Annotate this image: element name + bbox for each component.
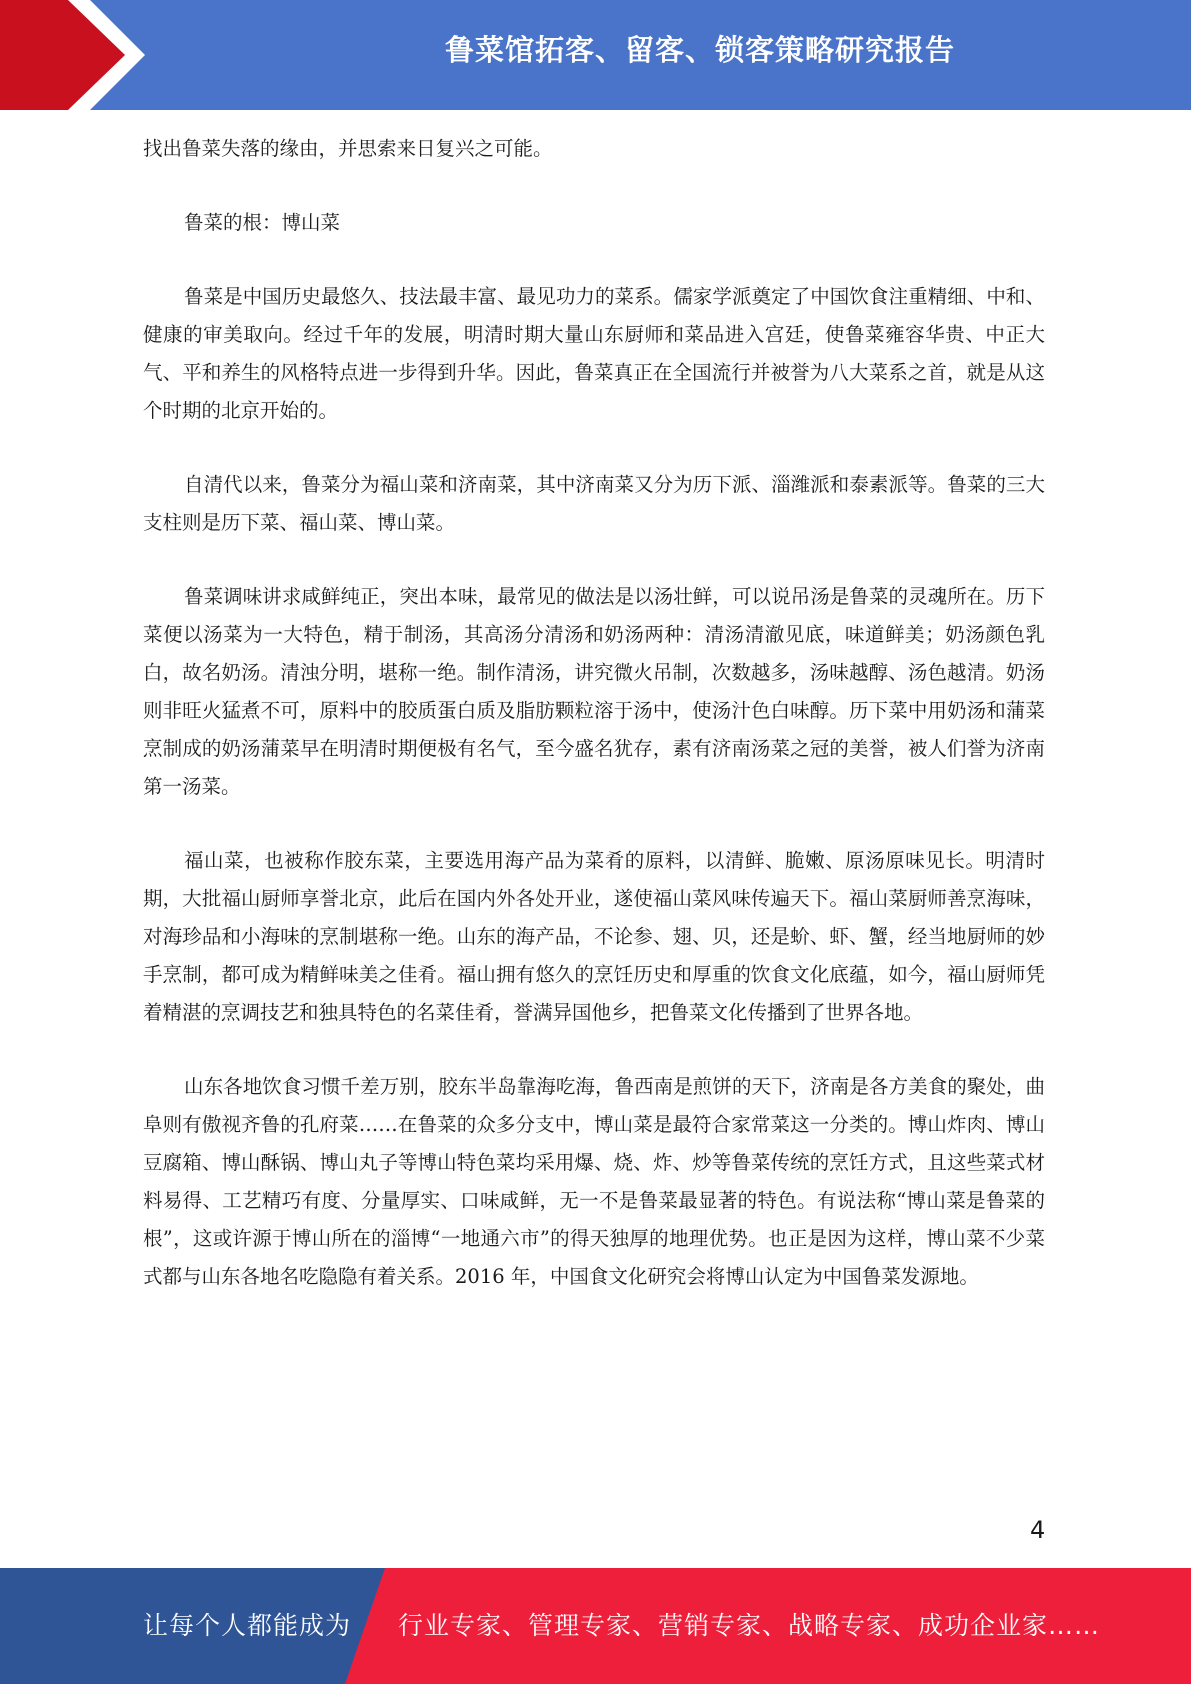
paragraph-boshan: 山东各地饮食习惯千差万别，胶东半岛靠海吃海，鲁西南是煎饼的天下，济南是各方美食的聚处，曲阜则有傲视齐鲁的孔府菜……在鲁菜的众多分支中，博山菜是最符合家常菜这一分类的。博山炸肉、博山豆腐箱、博山酥锅、博山丸子等博山特色菜均采用爆、烧、炸、炒等鲁菜传统的烹饪方式，且这些菜式材料易得、工艺精巧有度、分量厚实、口味咸鲜，无一不是鲁菜最显著的特色。有说法称“博山菜是鲁菜的根”，这或许源于博山所在的淄博“一地通六市”的得天独厚的地理优势。也正是因为这样，博山菜不少菜式都与山东各地名吃隐隐有着关系。2016 年，中国食文化研究会将博山认定为中国鲁菜发源地。 <box>143 1075 1045 1288</box>
paragraph-branches: 自清代以来，鲁菜分为福山菜和济南菜，其中济南菜又分为历下派、淄潍派和泰素派等。鲁菜的三大支柱则是历下菜、福山菜、博山菜。 <box>143 473 1045 534</box>
header-arrow-decoration <box>0 0 160 110</box>
footer-slogan-left: 让每个人都能成为 <box>143 1611 352 1640</box>
page-footer <box>0 1568 1191 1684</box>
report-title: 鲁菜馆拓客、留客、锁客策略研究报告 <box>444 33 955 67</box>
paragraph-intro: 找出鲁菜失落的缘由，并思索来日复兴之可能。 <box>143 137 553 160</box>
section-heading: 鲁菜的根：博山菜 <box>184 211 341 234</box>
paragraph-lixia: 鲁菜调味讲求咸鲜纯正，突出本味，最常见的做法是以汤壮鲜，可以说吊汤是鲁菜的灵魂所在。历下菜便以汤菜为一大特色，精于制汤，其高汤分清汤和奶汤两种：清汤清澈见底，味道鲜美；奶汤颜色乳白，故名奶汤。清浊分明，堪称一绝。制作清汤，讲究微火吊制，次数越多，汤味越醇、汤色越清。奶汤则非旺火猛煮不可，原料中的胶质蛋白质及脂肪颗粒溶于汤中，使汤汁色白味醇。历下菜中用奶汤和蒲菜烹制成的奶汤蒲菜早在明清时期便极有名气，至今盛名犹存，素有济南汤菜之冠的美誉，被人们誉为济南第一汤菜。 <box>143 585 1045 798</box>
page-header <box>0 0 1191 110</box>
body-content <box>143 130 1045 1332</box>
footer-slogan-right: 行业专家、管理专家、营销专家、战略专家、成功企业家…… <box>398 1611 1101 1640</box>
page-number: 4 <box>1030 1516 1046 1544</box>
paragraph-history: 鲁菜是中国历史最悠久、技法最丰富、最见功力的菜系。儒家学派奠定了中国饮食注重精细、中和、健康的审美取向。经过千年的发展，明清时期大量山东厨师和菜品进入宫廷，使鲁菜雍容华贵、中正大气、平和养生的风格特点进一步得到升华。因此，鲁菜真正在全国流行并被誉为八大菜系之首，就是从这个时期的北京开始的。 <box>143 285 1045 422</box>
paragraph-fushan: 福山菜，也被称作胶东菜，主要选用海产品为菜肴的原料，以清鲜、脆嫩、原汤原味见长。明清时期，大批福山厨师享誉北京，此后在国内外各处开业，遂使福山菜风味传遍天下。福山菜厨师善烹海味，对海珍品和小海味的烹制堪称一绝。山东的海产品，不论参、翅、贝，还是蚧、虾、蟹，经当地厨师的妙手烹制，都可成为精鲜味美之佳肴。福山拥有悠久的烹饪历史和厚重的饮食文化底蕴，如今，福山厨师凭着精湛的烹调技艺和独具特色的名菜佳肴，誉满异国他乡，把鲁菜文化传播到了世界各地。 <box>143 849 1045 1024</box>
